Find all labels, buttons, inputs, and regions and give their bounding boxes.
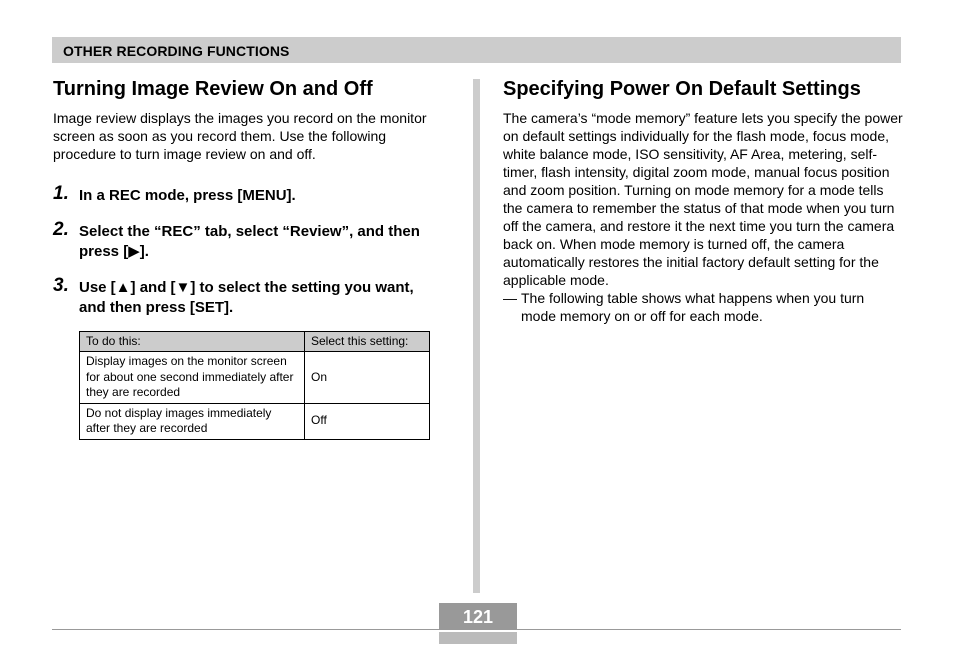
table-row [80, 403, 430, 439]
table-header-row [80, 332, 430, 352]
page-number: 121 [462, 607, 494, 627]
step-2 [53, 220, 438, 262]
table-note [503, 289, 903, 325]
page-number-box [439, 603, 517, 644]
step-number: 2. [53, 219, 69, 240]
step-text: In a REC mode, press [MENU]. [79, 187, 296, 204]
step-text: Select the “REC” tab, select “Review”, and then press [▶]. [79, 223, 420, 260]
left-heading: Turning Image Review On and Off [53, 78, 373, 100]
table-cell: On [305, 352, 430, 404]
step-3 [53, 276, 438, 318]
table-cell: Off [305, 403, 430, 439]
step-list [53, 184, 438, 318]
table-cell: Do not display images immediately after they are recorded [80, 403, 305, 439]
note-dash: — [503, 290, 517, 306]
left-intro-paragraph: Image review displays the images you record on the monitor screen as soon as you record them. Use the following procedure to turn image review on and off. [53, 110, 427, 162]
table-header-cell: To do this: [80, 332, 305, 352]
table-cell: Display images on the monitor screen for about one second immediately after they are recorded [80, 352, 305, 404]
table-header-cell: Select this setting: [305, 332, 430, 352]
right-column [503, 77, 903, 325]
right-heading: Specifying Power On Default Settings [503, 78, 861, 100]
table-row [80, 352, 430, 404]
section-header-bar [52, 37, 901, 63]
column-divider [473, 79, 480, 593]
section-title: OTHER RECORDING FUNCTIONS [63, 43, 290, 59]
left-column [53, 77, 438, 332]
step-text: Use [▲] and [▼] to select the setting you want, and then press [SET]. [79, 279, 414, 316]
page-number-tab [439, 632, 517, 644]
step-number: 1. [53, 183, 69, 204]
step-1 [53, 184, 438, 206]
step-number: 3. [53, 275, 69, 296]
note-text: The following table shows what happens when you turn mode memory on or off for each mode. [521, 290, 865, 324]
review-settings-table [79, 331, 430, 440]
right-body-paragraph: The camera’s “mode memory” feature lets you specify the power on default settings individually for the flash mode, focus mode, white balance mode, ISO sensitivity, AF Area, metering, self-timer, flash intensity, digital zoom mode, manual focus position and zoom position. Turning on mode memory for a mode tells the camera to remember the status of that mode when you turn off the camera, and restore it the next time you turn the camera back on. When mode memory is turned off, the camera automatically restores the initial factory default setting for the applicable mode. [503, 110, 903, 288]
